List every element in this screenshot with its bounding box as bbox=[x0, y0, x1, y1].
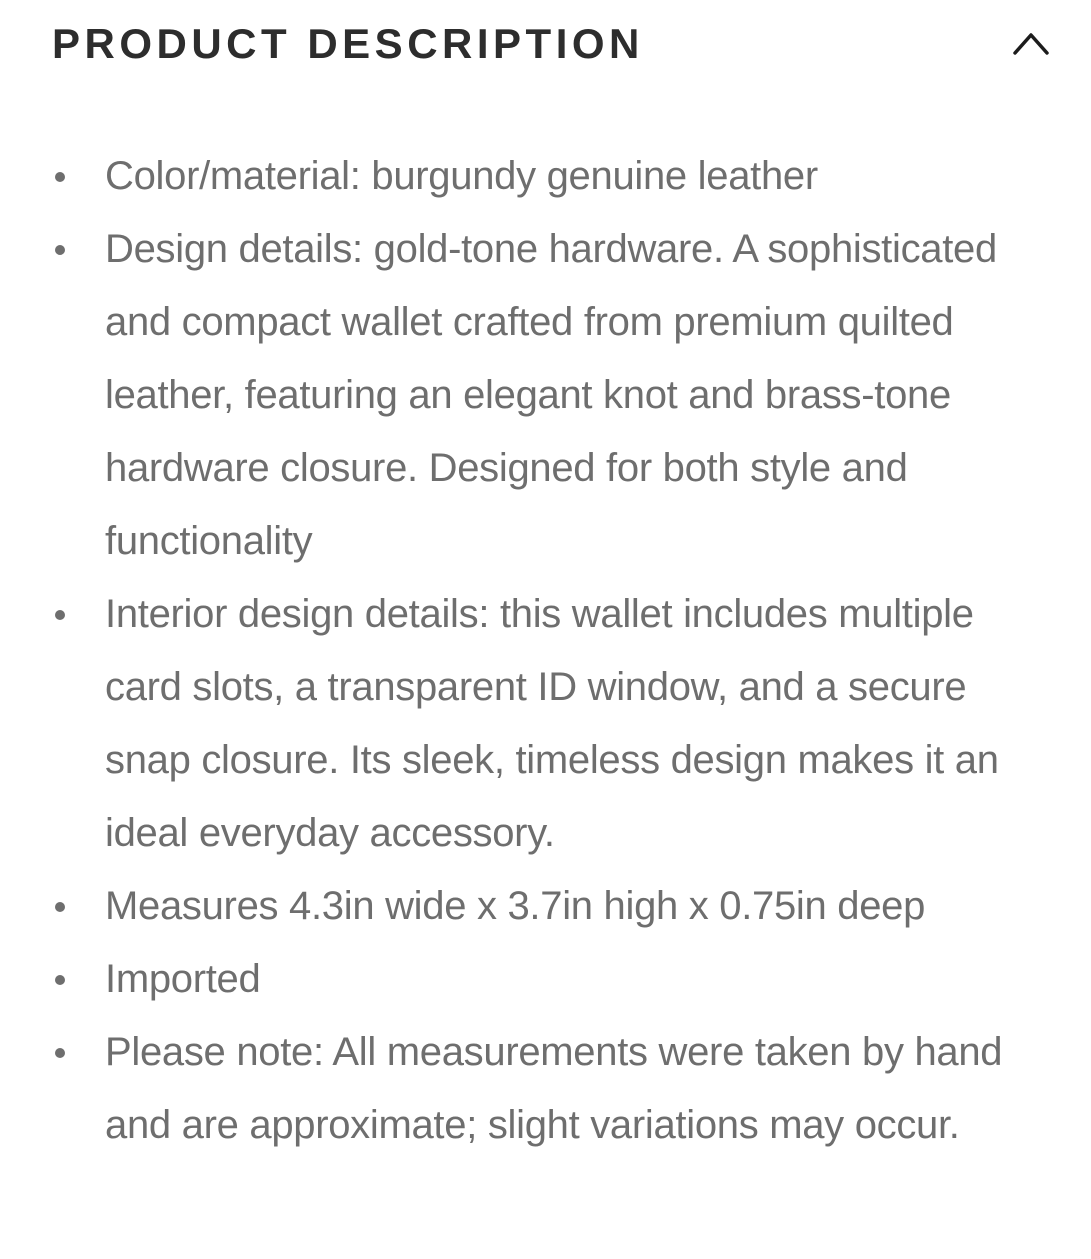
description-list-item bbox=[52, 140, 1053, 213]
section-title: PRODUCT DESCRIPTION bbox=[52, 20, 644, 67]
list-item-text: Imported bbox=[105, 957, 261, 1001]
description-bullet-list bbox=[52, 140, 1053, 1162]
list-item-text: Design details: gold-tone hardware. A sophisticated and compact wallet crafted from premium quilted leather, featuring an elegant knot and brass-tone hardware closure. Designed for both style and functionality bbox=[105, 227, 997, 563]
description-list-item bbox=[52, 870, 1053, 943]
description-list-item bbox=[52, 1016, 1053, 1162]
description-list-item bbox=[52, 943, 1053, 1016]
list-item-text: Measures 4.3in wide x 3.7in high x 0.75in deep bbox=[105, 884, 926, 928]
accordion-header[interactable] bbox=[52, 20, 1053, 68]
list-item-text: Interior design details: this wallet includes multiple card slots, a transparent ID window, and a secure snap closure. Its sleek, timeless design makes it an ideal everyday accessory. bbox=[105, 592, 999, 855]
list-item-text: Please note: All measurements were taken by hand and are approximate; slight variations may occur. bbox=[105, 1030, 1003, 1147]
list-item-text: Color/material: burgundy genuine leather bbox=[105, 154, 818, 198]
description-list-item bbox=[52, 578, 1053, 870]
description-list-item bbox=[52, 213, 1053, 578]
chevron-up-icon bbox=[1011, 30, 1051, 58]
collapse-section-button[interactable] bbox=[1011, 30, 1051, 58]
